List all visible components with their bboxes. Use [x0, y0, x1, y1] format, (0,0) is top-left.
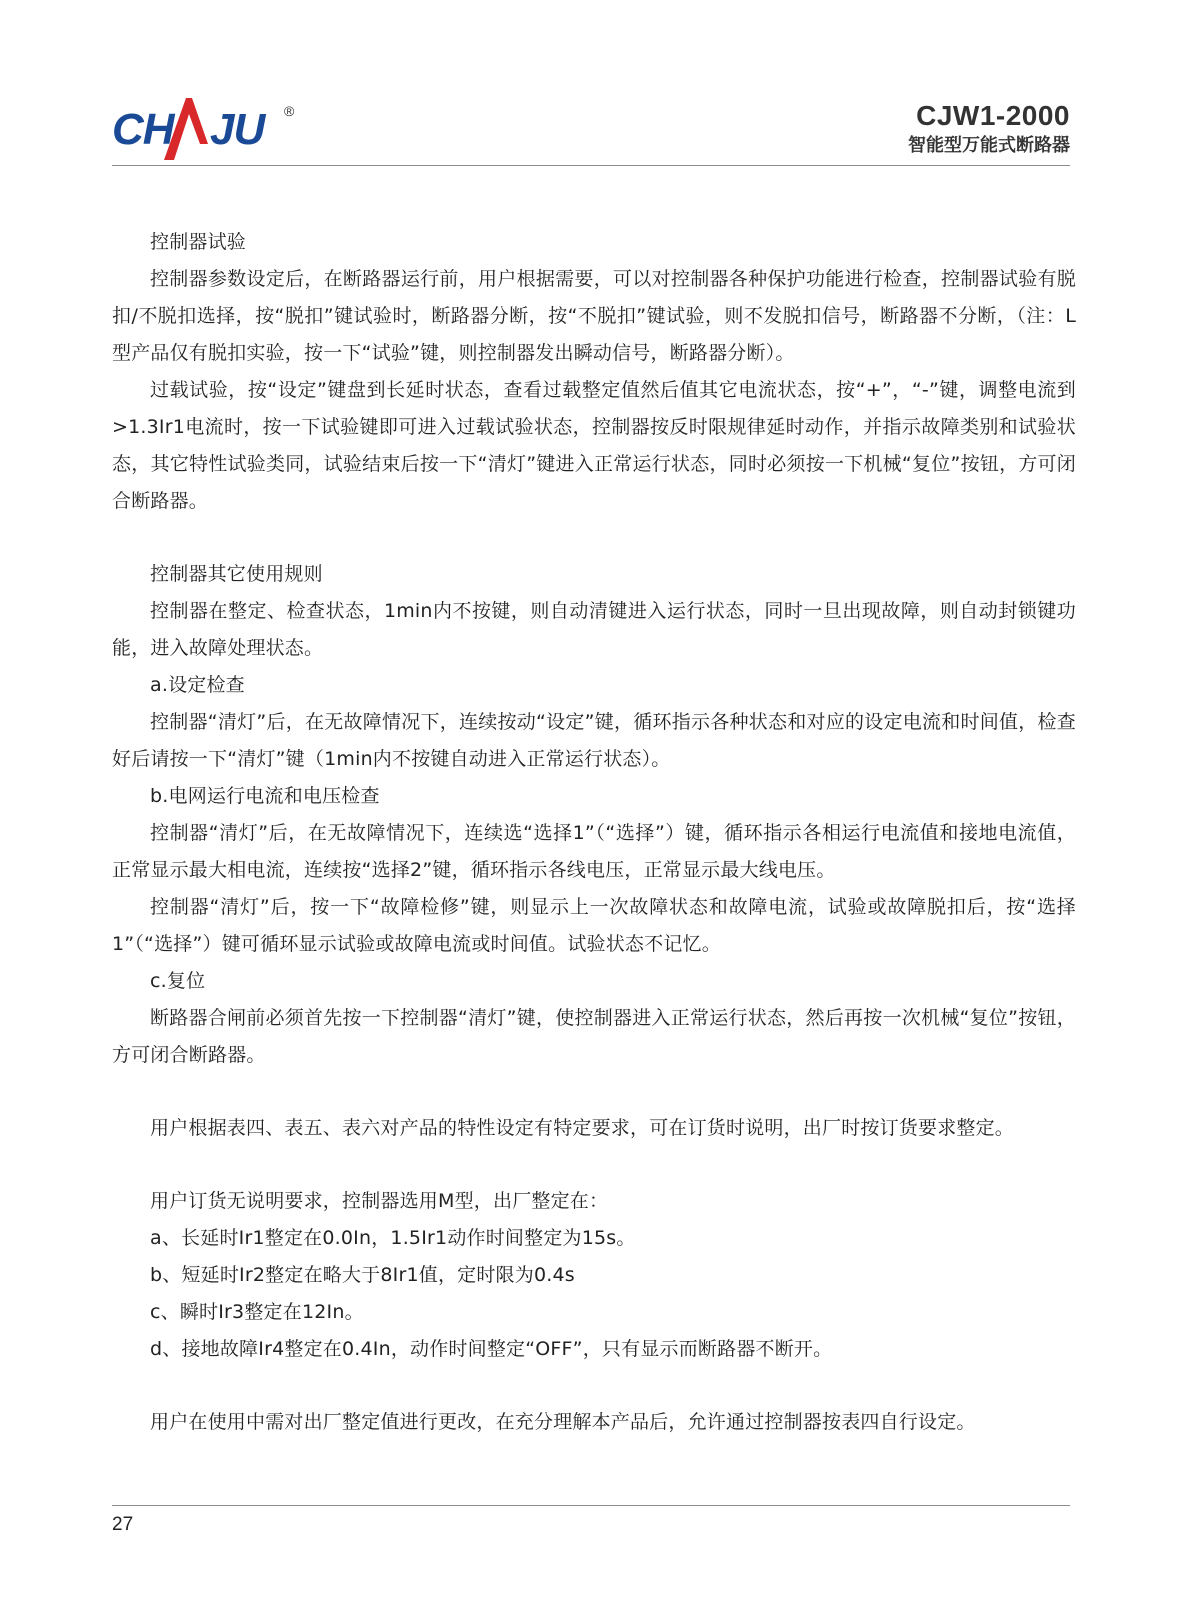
paragraph: 控制器“清灯”后，在无故障情况下，连续按动“设定”键，循环指示各种状态和对应的设定电流和时间值，检查好后请按一下“清灯”键（1min内不按键自动进入正常运行状态）。 [112, 711, 1076, 770]
header-title-block [908, 100, 1070, 158]
page-header [112, 96, 1070, 166]
chaju-logo [112, 96, 312, 166]
product-subtitle: 智能型万能式断路器 [908, 135, 1070, 156]
paragraph: 用户在使用中需对出厂整定值进行更改，在充分理解本产品后，允许通过控制器按表四自行设定。 [150, 1411, 976, 1433]
subsection-title: a.设定检查 [150, 674, 245, 696]
list-item: a、长延时Ir1整定在0.0In，1.5Ir1动作时间整定为15s。 [150, 1227, 636, 1249]
page-number: 27 [112, 1514, 134, 1535]
subsection-title: c.复位 [150, 970, 206, 992]
svg-text:CH: CH [112, 105, 174, 154]
section-title-other-rules: 控制器其它使用规则 [150, 563, 323, 585]
paragraph: 控制器“清灯”后，在无故障情况下，连续选“选择1”（“选择”）键，循环指示各相运行电流值和接地电流值，正常显示最大相电流，连续按“选择2”键，循环指示各线电压，正常显示最大线电压。 [112, 822, 1076, 881]
paragraph: 控制器参数设定后，在断路器运行前，用户根据需要，可以对控制器各种保护功能进行检查，控制器试验有脱扣/不脱扣选择，按“脱扣”键试验时，断路器分断，按“不脱扣”键试验，则不发脱扣信号，断路器不分断，（注：L型产品仅有脱扣实验，按一下“试验”键，则控制器发出瞬动信号，断路器分断）。 [112, 268, 1076, 364]
list-item: b、短延时Ir2整定在略大于8Ir1值，定时限为0.4s [150, 1264, 575, 1286]
svg-text:®: ® [284, 103, 295, 119]
svg-text:JU: JU [210, 105, 265, 154]
header-rule [112, 165, 1070, 166]
paragraph: 断路器合闸前必须首先按一下控制器“清灯”键，使控制器进入正常运行状态，然后再按一次机械“复位”按钮，方可闭合断路器。 [112, 1007, 1076, 1066]
list-item: d、接地故障Ir4整定在0.4In，动作时间整定“OFF”，只有显示而断路器不断开。 [150, 1338, 833, 1360]
paragraph: 用户订货无说明要求，控制器选用M型，出厂整定在： [150, 1190, 609, 1212]
subsection-title: b.电网运行电流和电压检查 [150, 785, 380, 807]
paragraph: 过载试验，按“设定”键盘到长延时状态，查看过载整定值然后值其它电流状态，按“+”，“-”键，调整电流到>1.3Ir1电流时，按一下试验键即可进入过载试验状态，控制器按反时限规律延时动作，并指示故障类别和试验状态，其它特性试验类同，试验结束后按一下“清灯”键进入正常运行状态，同时必须按一下机械“复位”按钮，方可闭合断路器。 [112, 379, 1076, 512]
section-title-controller-test: 控制器试验 [150, 231, 247, 253]
paragraph: 控制器“清灯”后，按一下“故障检修”键，则显示上一次故障状态和故障电流，试验或故障脱扣后，按“选择1”（“选择”）键可循环显示试验或故障电流或时间值。试验状态不记忆。 [112, 896, 1076, 955]
paragraph: 控制器在整定、检查状态，1min内不按键，则自动清键进入运行状态，同时一旦出现故障，则自动封锁键功能，进入故障处理状态。 [112, 600, 1076, 659]
list-item: c、瞬时Ir3整定在12In。 [150, 1301, 364, 1323]
footer-rule [112, 1505, 1070, 1506]
paragraph: 用户根据表四、表五、表六对产品的特性设定有特定要求，可在订货时说明，出厂时按订货要求整定。 [150, 1117, 1015, 1139]
document-body [112, 224, 1076, 1441]
model-number: CJW1-2000 [916, 100, 1070, 131]
